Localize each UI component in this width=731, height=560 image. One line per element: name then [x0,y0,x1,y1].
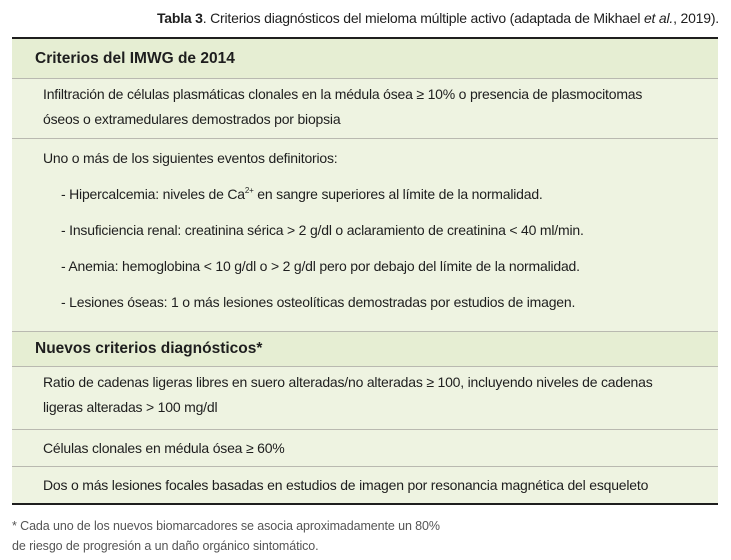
list-item: - Insuficiencia renal: creatinina sérica > 2 g/dl o aclaramiento de creatinina < 40 ml/min. [61,222,584,238]
section-title: Nuevos criterios diagnósticos* [35,340,263,357]
footnote-line: * Cada uno de los nuevos biomarcadores se asocia aproximadamente un 80% [12,519,440,533]
list-item-text: en sangre superiores al límite de la normalidad. [253,186,543,202]
table-row [12,366,718,429]
footnote [12,516,440,556]
row-text-line: Infiltración de células plasmáticas clonales en la médula ósea ≥ 10% o presencia de plasmocitomas [43,86,643,102]
row-text: Células clonales en médula ósea ≥ 60% [43,439,285,456]
list-item: - Lesiones óseas: 1 o más lesiones osteolíticas demostradas por estudios de imagen. [61,294,576,310]
list-item [43,182,698,218]
row-text-line: óseos o extramedulares demostrados por biopsia [43,111,341,127]
table-row [12,429,718,466]
caption-text-end: , 2019). [673,10,719,26]
row-text-line: Ratio de cadenas ligeras libres en suero alteradas/no alteradas ≥ 100, incluyendo niveles de cadenas [43,374,653,390]
superscript: 2+ [244,186,254,195]
section-header-imwg [12,39,718,78]
criteria-table [12,37,718,505]
table-caption [157,10,719,26]
table-row [12,466,718,503]
row-text-line: ligeras alteradas > 100 mg/dl [43,399,218,415]
list-item: - Anemia: hemoglobina < 10 g/dl o > 2 g/dl pero por debajo del límite de la normalidad. [61,258,580,274]
caption-text: . Criterios diagnósticos del mieloma múltiple activo (adaptada de Mikhael [202,10,644,26]
list-item-text: - Hipercalcemia: niveles de Ca [61,186,245,202]
footnote-line: de riesgo de progresión a un daño orgánico sintomático. [12,539,319,553]
row-text: Dos o más lesiones focales basadas en estudios de imagen por resonancia magnética del esqueleto [43,476,649,493]
section-title: Criterios del IMWG de 2014 [35,49,235,67]
table-row [12,138,718,331]
table-row [12,78,718,138]
caption-italic: et al. [643,10,674,26]
section-header-new-criteria [12,331,718,366]
caption-label: Tabla 3 [156,10,203,26]
row-lead-text: Uno o más de los siguientes eventos definitorios: [43,150,338,166]
